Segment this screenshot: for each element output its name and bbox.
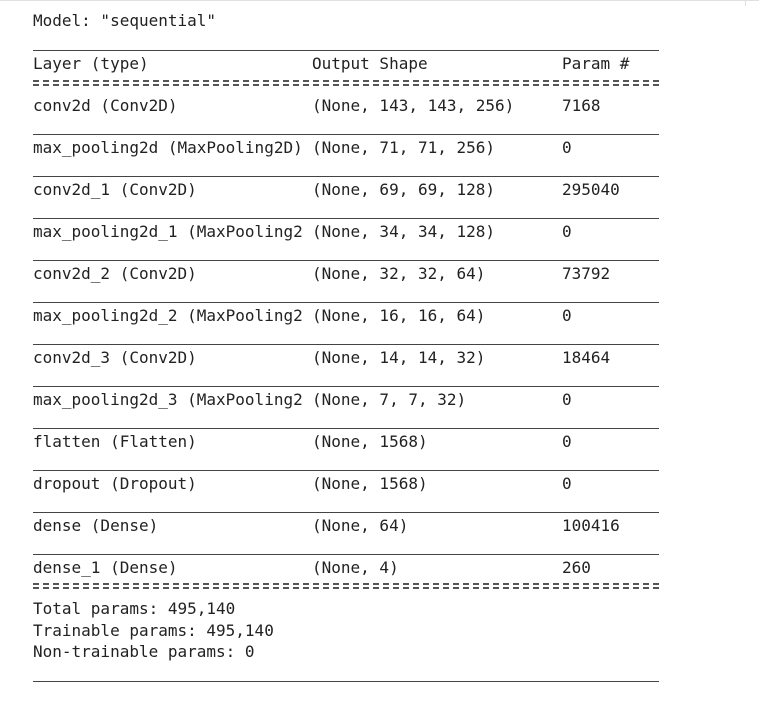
- layer-name-cell: max_pooling2d_2 (MaxPooling2: [33, 306, 303, 325]
- cell-top-border: [0, 0, 759, 1]
- layer-name-cell: conv2d_2 (Conv2D): [33, 264, 197, 283]
- output-shape-cell: (None, 143, 143, 256): [312, 96, 515, 115]
- output-shape-cell: (None, 69, 69, 128): [312, 180, 496, 199]
- layer-row: [33, 96, 659, 116]
- row-separator: [33, 134, 659, 135]
- layer-row: [33, 306, 659, 326]
- row-separator: [33, 302, 659, 303]
- output-shape-cell: (None, 16, 16, 64): [312, 306, 486, 325]
- output-shape-cell: (None, 4): [312, 558, 399, 577]
- row-separator: [33, 260, 659, 261]
- row-separator: [33, 428, 659, 429]
- output-shape-cell: (None, 7, 7, 32): [312, 390, 467, 409]
- output-shape-cell: (None, 71, 71, 256): [312, 138, 496, 157]
- param-count-cell: 0: [562, 432, 572, 451]
- layer-row: [33, 390, 659, 410]
- output-shape-cell: (None, 14, 14, 32): [312, 348, 486, 367]
- param-count-cell: 73792: [562, 264, 611, 283]
- layer-name-cell: conv2d_3 (Conv2D): [33, 348, 197, 367]
- layer-row: [33, 558, 659, 578]
- param-count-cell: 18464: [562, 348, 611, 367]
- row-separator: [33, 344, 659, 345]
- layer-name-cell: dense_1 (Dense): [33, 558, 178, 577]
- row-separator: [33, 554, 659, 555]
- layer-row: [33, 474, 659, 494]
- row-separator: [33, 176, 659, 177]
- row-separator: [33, 512, 659, 513]
- param-count-cell: 7168: [562, 96, 601, 115]
- header-layer-type: Layer (type): [33, 54, 149, 73]
- param-count-cell: 295040: [562, 180, 620, 199]
- param-count-cell: 0: [562, 390, 572, 409]
- output-shape-cell: (None, 1568): [312, 474, 428, 493]
- layer-name-cell: conv2d (Conv2D): [33, 96, 178, 115]
- layer-row: [33, 180, 659, 200]
- layer-name-cell: dense (Dense): [33, 516, 159, 535]
- output-shape-cell: (None, 64): [312, 516, 409, 535]
- row-separator: [33, 470, 659, 471]
- header-top-rule: [33, 50, 659, 51]
- output-shape-cell: (None, 34, 34, 128): [312, 222, 496, 241]
- layer-row: [33, 264, 659, 284]
- layer-row: [33, 138, 659, 158]
- footer-double-rule: [33, 583, 659, 589]
- footer-bottom-rule: [33, 681, 659, 682]
- layer-name-cell: max_pooling2d_1 (MaxPooling2: [33, 222, 303, 241]
- table-header: [33, 54, 659, 74]
- header-output-shape: Output Shape: [312, 54, 428, 73]
- row-separator: [33, 218, 659, 219]
- cell-corner-border: [745, 0, 746, 6]
- layer-row: [33, 222, 659, 242]
- layer-row: [33, 348, 659, 368]
- layer-name-cell: dropout (Dropout): [33, 474, 197, 493]
- output-shape-cell: (None, 32, 32, 64): [312, 264, 486, 283]
- total-params: Total params: 495,140: [33, 599, 236, 618]
- layer-row: [33, 432, 659, 452]
- param-count-cell: 0: [562, 474, 572, 493]
- header-param-count: Param #: [562, 54, 630, 73]
- layer-row: [33, 516, 659, 536]
- header-double-rule: [33, 80, 659, 86]
- row-separator: [33, 386, 659, 387]
- param-count-cell: 260: [562, 558, 591, 577]
- param-count-cell: 100416: [562, 516, 620, 535]
- param-count-cell: 0: [562, 306, 572, 325]
- non-trainable-params: Non-trainable params: 0: [33, 642, 255, 661]
- layer-name-cell: max_pooling2d_3 (MaxPooling2: [33, 390, 303, 409]
- layer-name-cell: conv2d_1 (Conv2D): [33, 180, 197, 199]
- param-count-cell: 0: [562, 222, 572, 241]
- layer-name-cell: flatten (Flatten): [33, 432, 197, 451]
- trainable-params: Trainable params: 495,140: [33, 621, 274, 640]
- model-name-line: Model: "sequential": [33, 11, 217, 30]
- layer-name-cell: max_pooling2d (MaxPooling2D): [33, 138, 303, 157]
- param-count-cell: 0: [562, 138, 572, 157]
- output-shape-cell: (None, 1568): [312, 432, 428, 451]
